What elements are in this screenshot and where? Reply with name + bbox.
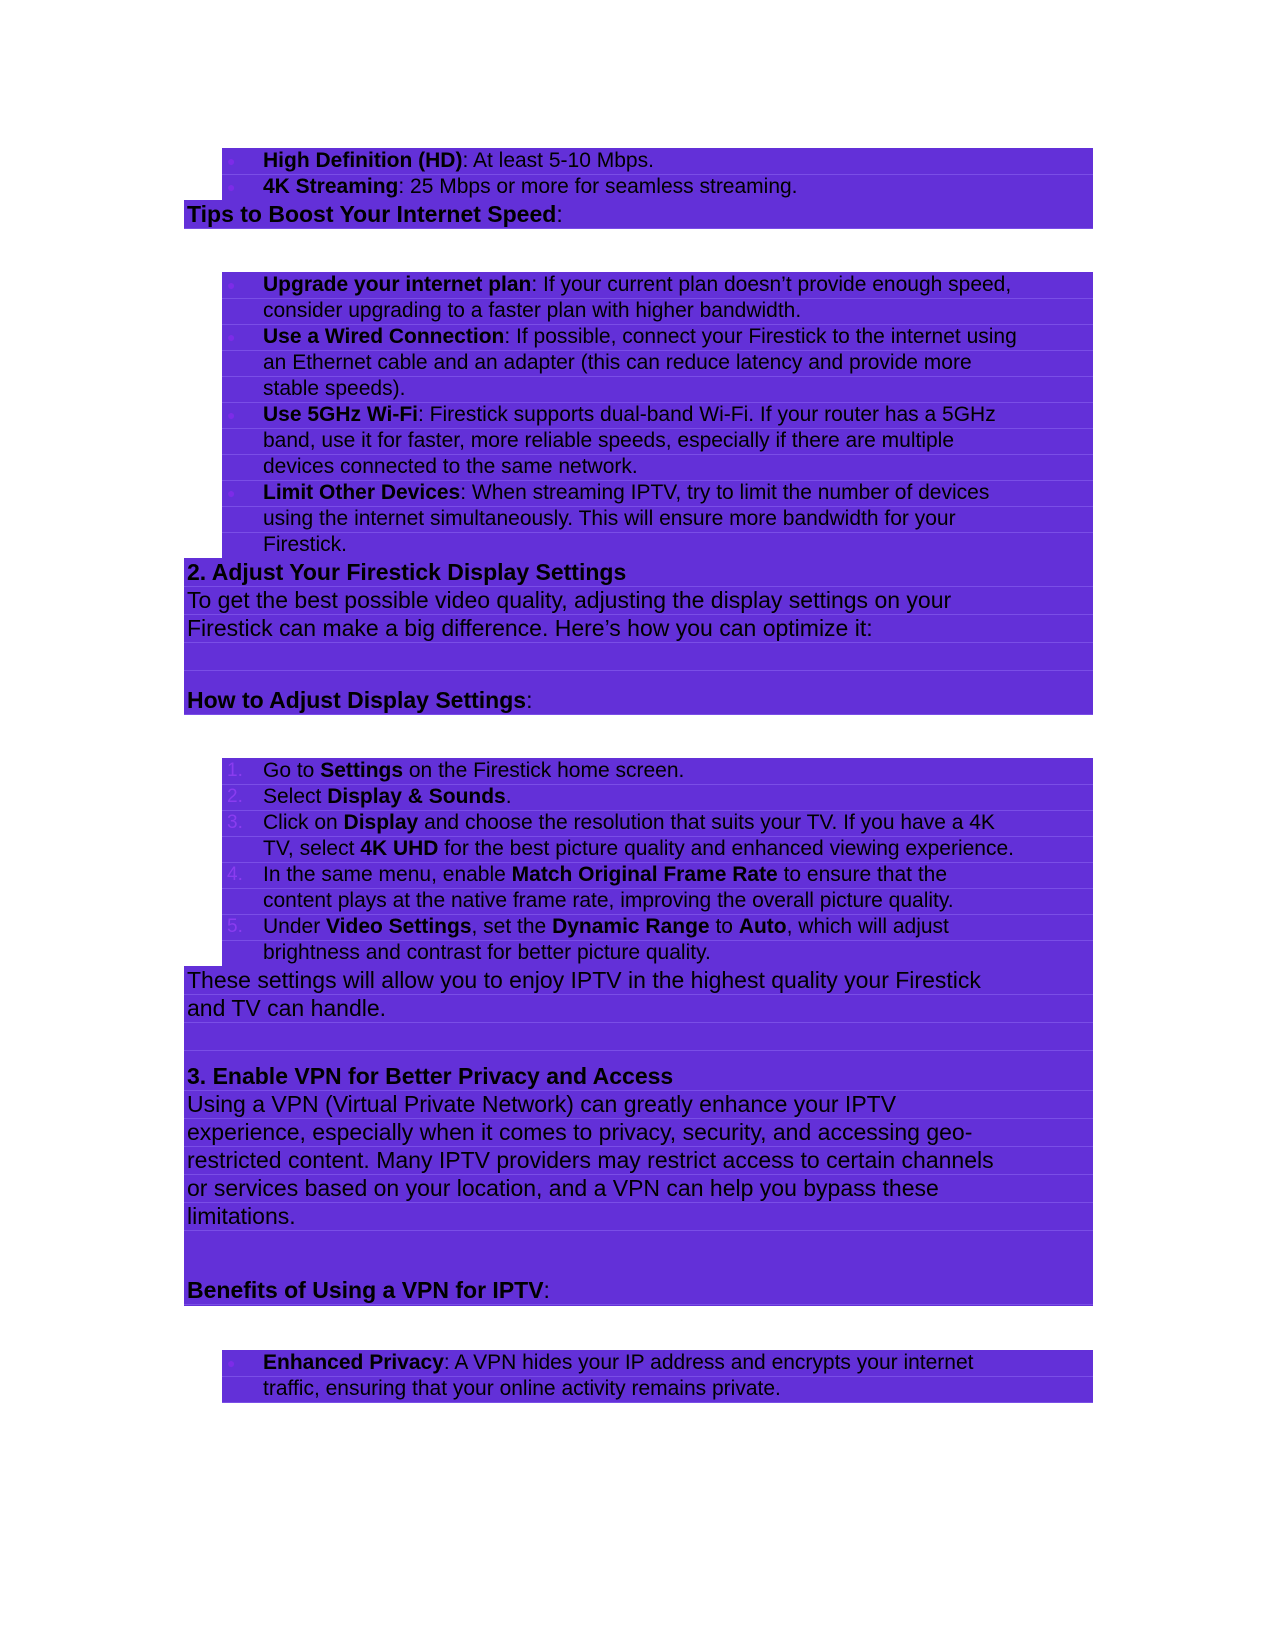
list-item: ● Upgrade your internet plan: If your current plan doesn’t provide enough speed, bbox=[222, 272, 1093, 299]
blank-line bbox=[184, 642, 1093, 671]
bullet-icon: ● bbox=[227, 485, 236, 501]
list-item-continuation: brightness and contrast for better picture quality. bbox=[222, 940, 1093, 967]
list-item-continuation: devices connected to the same network. bbox=[222, 454, 1093, 481]
section-2 bbox=[184, 558, 1093, 714]
benefits-heading: Benefits of Using a VPN for IPTV: bbox=[184, 1276, 1093, 1305]
list-item: ● High Definition (HD): At least 5-10 Mbps. bbox=[222, 148, 1093, 175]
blank-line bbox=[184, 1022, 1093, 1051]
list-item-continuation: an Ethernet cable and an adapter (this can reduce latency and provide more bbox=[222, 350, 1093, 377]
list-item-continuation: TV, select 4K UHD for the best picture quality and enhanced viewing experience. bbox=[222, 836, 1093, 863]
list-item-continuation: band, use it for faster, more reliable speeds, especially if there are multiple bbox=[222, 428, 1093, 455]
list-item: ● Use 5GHz Wi-Fi: Firestick supports dual-band Wi-Fi. If your router has a 5GHz bbox=[222, 402, 1093, 429]
list-item: ● 4K Streaming: 25 Mbps or more for seamless streaming. bbox=[222, 174, 1093, 201]
list-item: 2. Select Display & Sounds. bbox=[222, 784, 1093, 811]
step-number: 1. bbox=[227, 760, 243, 781]
paragraph-line: limitations. bbox=[184, 1202, 1093, 1231]
list-item-continuation: Firestick. bbox=[222, 532, 1093, 559]
list-item: ● Enhanced Privacy: A VPN hides your IP address and encrypts your internet bbox=[222, 1350, 1093, 1377]
list-item: 3. Click on Display and choose the resolution that suits your TV. If you have a 4K bbox=[222, 810, 1093, 837]
bullet-icon: ● bbox=[227, 329, 236, 345]
list-item-continuation: content plays at the native frame rate, improving the overall picture quality. bbox=[222, 888, 1093, 915]
bullet-icon: ● bbox=[227, 1355, 236, 1371]
steps-list bbox=[222, 758, 1093, 966]
bullet-icon: ● bbox=[227, 407, 236, 423]
list-item-continuation: stable speeds). bbox=[222, 376, 1093, 403]
bullet-icon: ● bbox=[227, 277, 236, 293]
step-number: 3. bbox=[227, 812, 243, 833]
list-item: 1. Go to Settings on the Firestick home screen. bbox=[222, 758, 1093, 785]
list-item: ● Limit Other Devices: When streaming IPTV, try to limit the number of devices bbox=[222, 480, 1093, 507]
paragraph-line: To get the best possible video quality, adjusting the display settings on your bbox=[184, 586, 1093, 615]
section-3-heading: 3. Enable VPN for Better Privacy and Access bbox=[184, 1062, 1093, 1091]
benefits-list bbox=[222, 1350, 1093, 1402]
paragraph-line: restricted content. Many IPTV providers may restrict access to certain channels bbox=[184, 1146, 1093, 1175]
tips-heading-block bbox=[184, 200, 1093, 228]
step-number: 4. bbox=[227, 864, 243, 885]
paragraph-line: and TV can handle. bbox=[184, 994, 1093, 1023]
bullet-icon: ● bbox=[227, 153, 236, 169]
list-item-continuation: consider upgrading to a faster plan with higher bandwidth. bbox=[222, 298, 1093, 325]
list-item-continuation: using the internet simultaneously. This will ensure more bandwidth for your bbox=[222, 506, 1093, 533]
paragraph-line: Using a VPN (Virtual Private Network) can greatly enhance your IPTV bbox=[184, 1090, 1093, 1119]
paragraph-line: or services based on your location, and a VPN can help you bypass these bbox=[184, 1174, 1093, 1203]
tips-heading: Tips to Boost Your Internet Speed: bbox=[184, 200, 1093, 229]
list-item: 5. Under Video Settings, set the Dynamic Range to Auto, which will adjust bbox=[222, 914, 1093, 941]
section-3 bbox=[184, 966, 1093, 1306]
step-number: 5. bbox=[227, 916, 243, 937]
paragraph-line: experience, especially when it comes to privacy, security, and accessing geo- bbox=[184, 1118, 1093, 1147]
speed-list bbox=[222, 148, 1093, 200]
list-item: ● Use a Wired Connection: If possible, connect your Firestick to the internet using bbox=[222, 324, 1093, 351]
tips-list bbox=[222, 272, 1093, 558]
list-item-continuation: traffic, ensuring that your online activity remains private. bbox=[222, 1376, 1093, 1403]
section-2-heading: 2. Adjust Your Firestick Display Settings bbox=[184, 558, 1093, 587]
paragraph-line: Firestick can make a big difference. Here’s how you can optimize it: bbox=[184, 614, 1093, 643]
bullet-icon: ● bbox=[227, 179, 236, 195]
list-item: 4. In the same menu, enable Match Original Frame Rate to ensure that the bbox=[222, 862, 1093, 889]
howto-heading: How to Adjust Display Settings: bbox=[184, 686, 1093, 715]
step-number: 2. bbox=[227, 786, 243, 807]
paragraph-line: These settings will allow you to enjoy IPTV in the highest quality your Firestick bbox=[184, 966, 1093, 995]
